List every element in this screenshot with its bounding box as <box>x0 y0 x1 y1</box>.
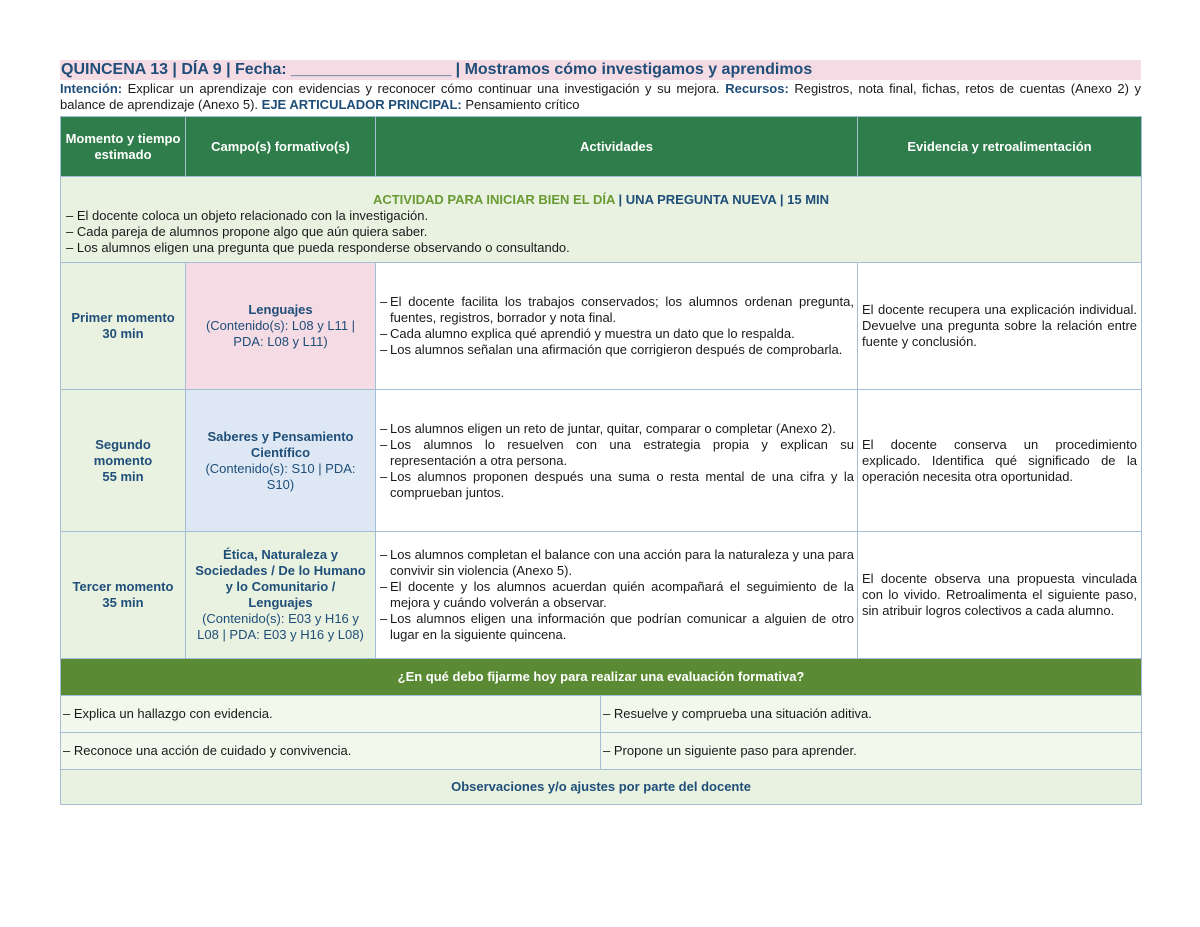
activity-item: – Los alumnos lo resuelven con una estrategia propia y explican su representación a otra persona. <box>380 437 854 469</box>
start-activity-title <box>65 192 1137 208</box>
start-activity-line: – Cada pareja de alumnos propone algo que aún quiera saber. <box>66 224 428 239</box>
column-header-campo: Campo(s) formativo(s) <box>186 117 376 177</box>
moment-time: 35 min <box>102 595 144 610</box>
recursos-label: Recursos: <box>725 81 789 96</box>
table-header-row <box>61 117 1142 177</box>
intro-paragraph <box>60 81 1141 113</box>
evaluation-table <box>60 658 1142 805</box>
intencion-text: Explicar un aprendizaje con evidencias y reconocer cómo continuar una investigación y su mejora. <box>127 81 720 96</box>
planning-page <box>60 60 1141 794</box>
campo-content: (Contenido(s): L08 y L11 | PDA: L08 y L11) <box>205 318 356 349</box>
recursos-text: Registros, nota final, fichas, retos de cuentas (Anexo 2) y balance de aprendizaje (Anexo 5). <box>60 81 1141 112</box>
start-activity-row <box>61 177 1142 263</box>
activity-item: – El docente y los alumnos acuerdan quién acompañará el seguimiento de la mejora y cuándo volverán a observar. <box>380 579 854 611</box>
evaluation-item: – Reconoce una acción de cuidado y convivencia. <box>61 733 601 770</box>
page-title: QUINCENA 13 | DÍA 9 | Fecha: __________________ | Mostramos cómo investigamos y aprendimos <box>60 60 1141 80</box>
observations-row <box>61 770 1142 805</box>
evidence-cell: El docente conserva un procedimiento explicado. Identifica qué significado de la operación necesita otra oportunidad. <box>858 390 1142 532</box>
activities-table <box>60 116 1142 659</box>
evaluation-item: – Resuelve y comprueba una situación aditiva. <box>601 696 1142 733</box>
column-header-momento: Momento y tiempo estimado <box>61 117 186 177</box>
start-activity-cell <box>61 177 1142 263</box>
start-activity-title-green: ACTIVIDAD PARA INICIAR BIEN EL DÍA <box>372 192 615 207</box>
evaluation-row <box>61 696 1142 733</box>
start-activity-line: – El docente coloca un objeto relacionado con la investigación. <box>66 208 429 223</box>
evaluation-row <box>61 733 1142 770</box>
start-activity-line: – Los alumnos eligen una pregunta que pueda responderse observando o consultando. <box>66 240 570 255</box>
moment-cell <box>61 532 186 659</box>
moment-label: Segundo momento <box>93 436 153 468</box>
activity-item: – Los alumnos proponen después una suma o resta mental de una cifra y la comprueban juntos. <box>380 469 854 501</box>
moment-time: 55 min <box>102 468 144 484</box>
moment-time: 30 min <box>102 326 144 341</box>
moment-cell <box>61 390 186 532</box>
activity-item: – Los alumnos completan el balance con una acción para la naturaleza y una para convivir sin violencia (Anexo 5). <box>380 547 854 579</box>
observations-label: Observaciones y/o ajustes por parte del docente <box>61 770 1142 805</box>
campo-title: Lenguajes <box>248 302 313 317</box>
activity-item: – El docente facilita los trabajos conservados; los alumnos ordenan pregunta, fuentes, registros, borrador y nota final. <box>380 294 854 326</box>
campo-content: (Contenido(s): S10 | PDA: S10) <box>205 460 356 492</box>
campo-cell <box>186 532 376 659</box>
evaluation-header: ¿En qué debo fijarme hoy para realizar una evaluación formativa? <box>61 659 1142 696</box>
intencion-label: Intención: <box>60 81 123 96</box>
column-header-evidencia: Evidencia y retroalimentación <box>858 117 1142 177</box>
activity-item: – Los alumnos eligen una información que podrían comunicar a alguien de otro lugar en la siguiente quincena. <box>380 611 854 643</box>
evidence-cell: El docente observa una propuesta vinculada con lo vivido. Retroalimenta el siguiente paso, sin atribuir logros colectivos a cada alumno. <box>858 532 1142 659</box>
activity-item: – Los alumnos señalan una afirmación que corrigieron después de comprobarla. <box>380 342 854 358</box>
campo-cell <box>186 263 376 390</box>
evaluation-item: – Propone un siguiente paso para aprender. <box>601 733 1142 770</box>
table-row <box>61 532 1142 659</box>
activities-cell <box>376 263 858 390</box>
evaluation-header-row <box>61 659 1142 696</box>
start-activity-title-blue: | UNA PREGUNTA NUEVA | 15 MIN <box>614 192 830 207</box>
campo-content: (Contenido(s): E03 y H16 y L08 | PDA: E03 y H16 y L08) <box>197 611 364 642</box>
activity-item: – Los alumnos eligen un reto de juntar, quitar, comparar o completar (Anexo 2). <box>380 421 854 437</box>
moment-cell <box>61 263 186 390</box>
activities-cell <box>376 390 858 532</box>
campo-title: Saberes y Pensamiento Científico <box>207 428 354 460</box>
eje-text: Pensamiento crítico <box>465 97 580 112</box>
table-row <box>61 263 1142 390</box>
evaluation-item: – Explica un hallazgo con evidencia. <box>61 696 601 733</box>
activity-item: – Cada alumno explica qué aprendió y muestra un dato que lo respalda. <box>380 326 854 342</box>
evidence-cell: El docente recupera una explicación individual. Devuelve una pregunta sobre la relación entre fuente y conclusión. <box>858 263 1142 390</box>
eje-label: EJE ARTICULADOR PRINCIPAL: <box>261 97 462 112</box>
activities-cell <box>376 532 858 659</box>
moment-label: Tercer momento <box>72 579 174 594</box>
campo-title: Ética, Naturaleza y Sociedades / De lo Humano y lo Comunitario / Lenguajes <box>195 547 366 610</box>
table-row <box>61 390 1142 532</box>
campo-cell <box>186 390 376 532</box>
moment-label: Primer momento <box>71 310 175 325</box>
column-header-actividades: Actividades <box>376 117 858 177</box>
